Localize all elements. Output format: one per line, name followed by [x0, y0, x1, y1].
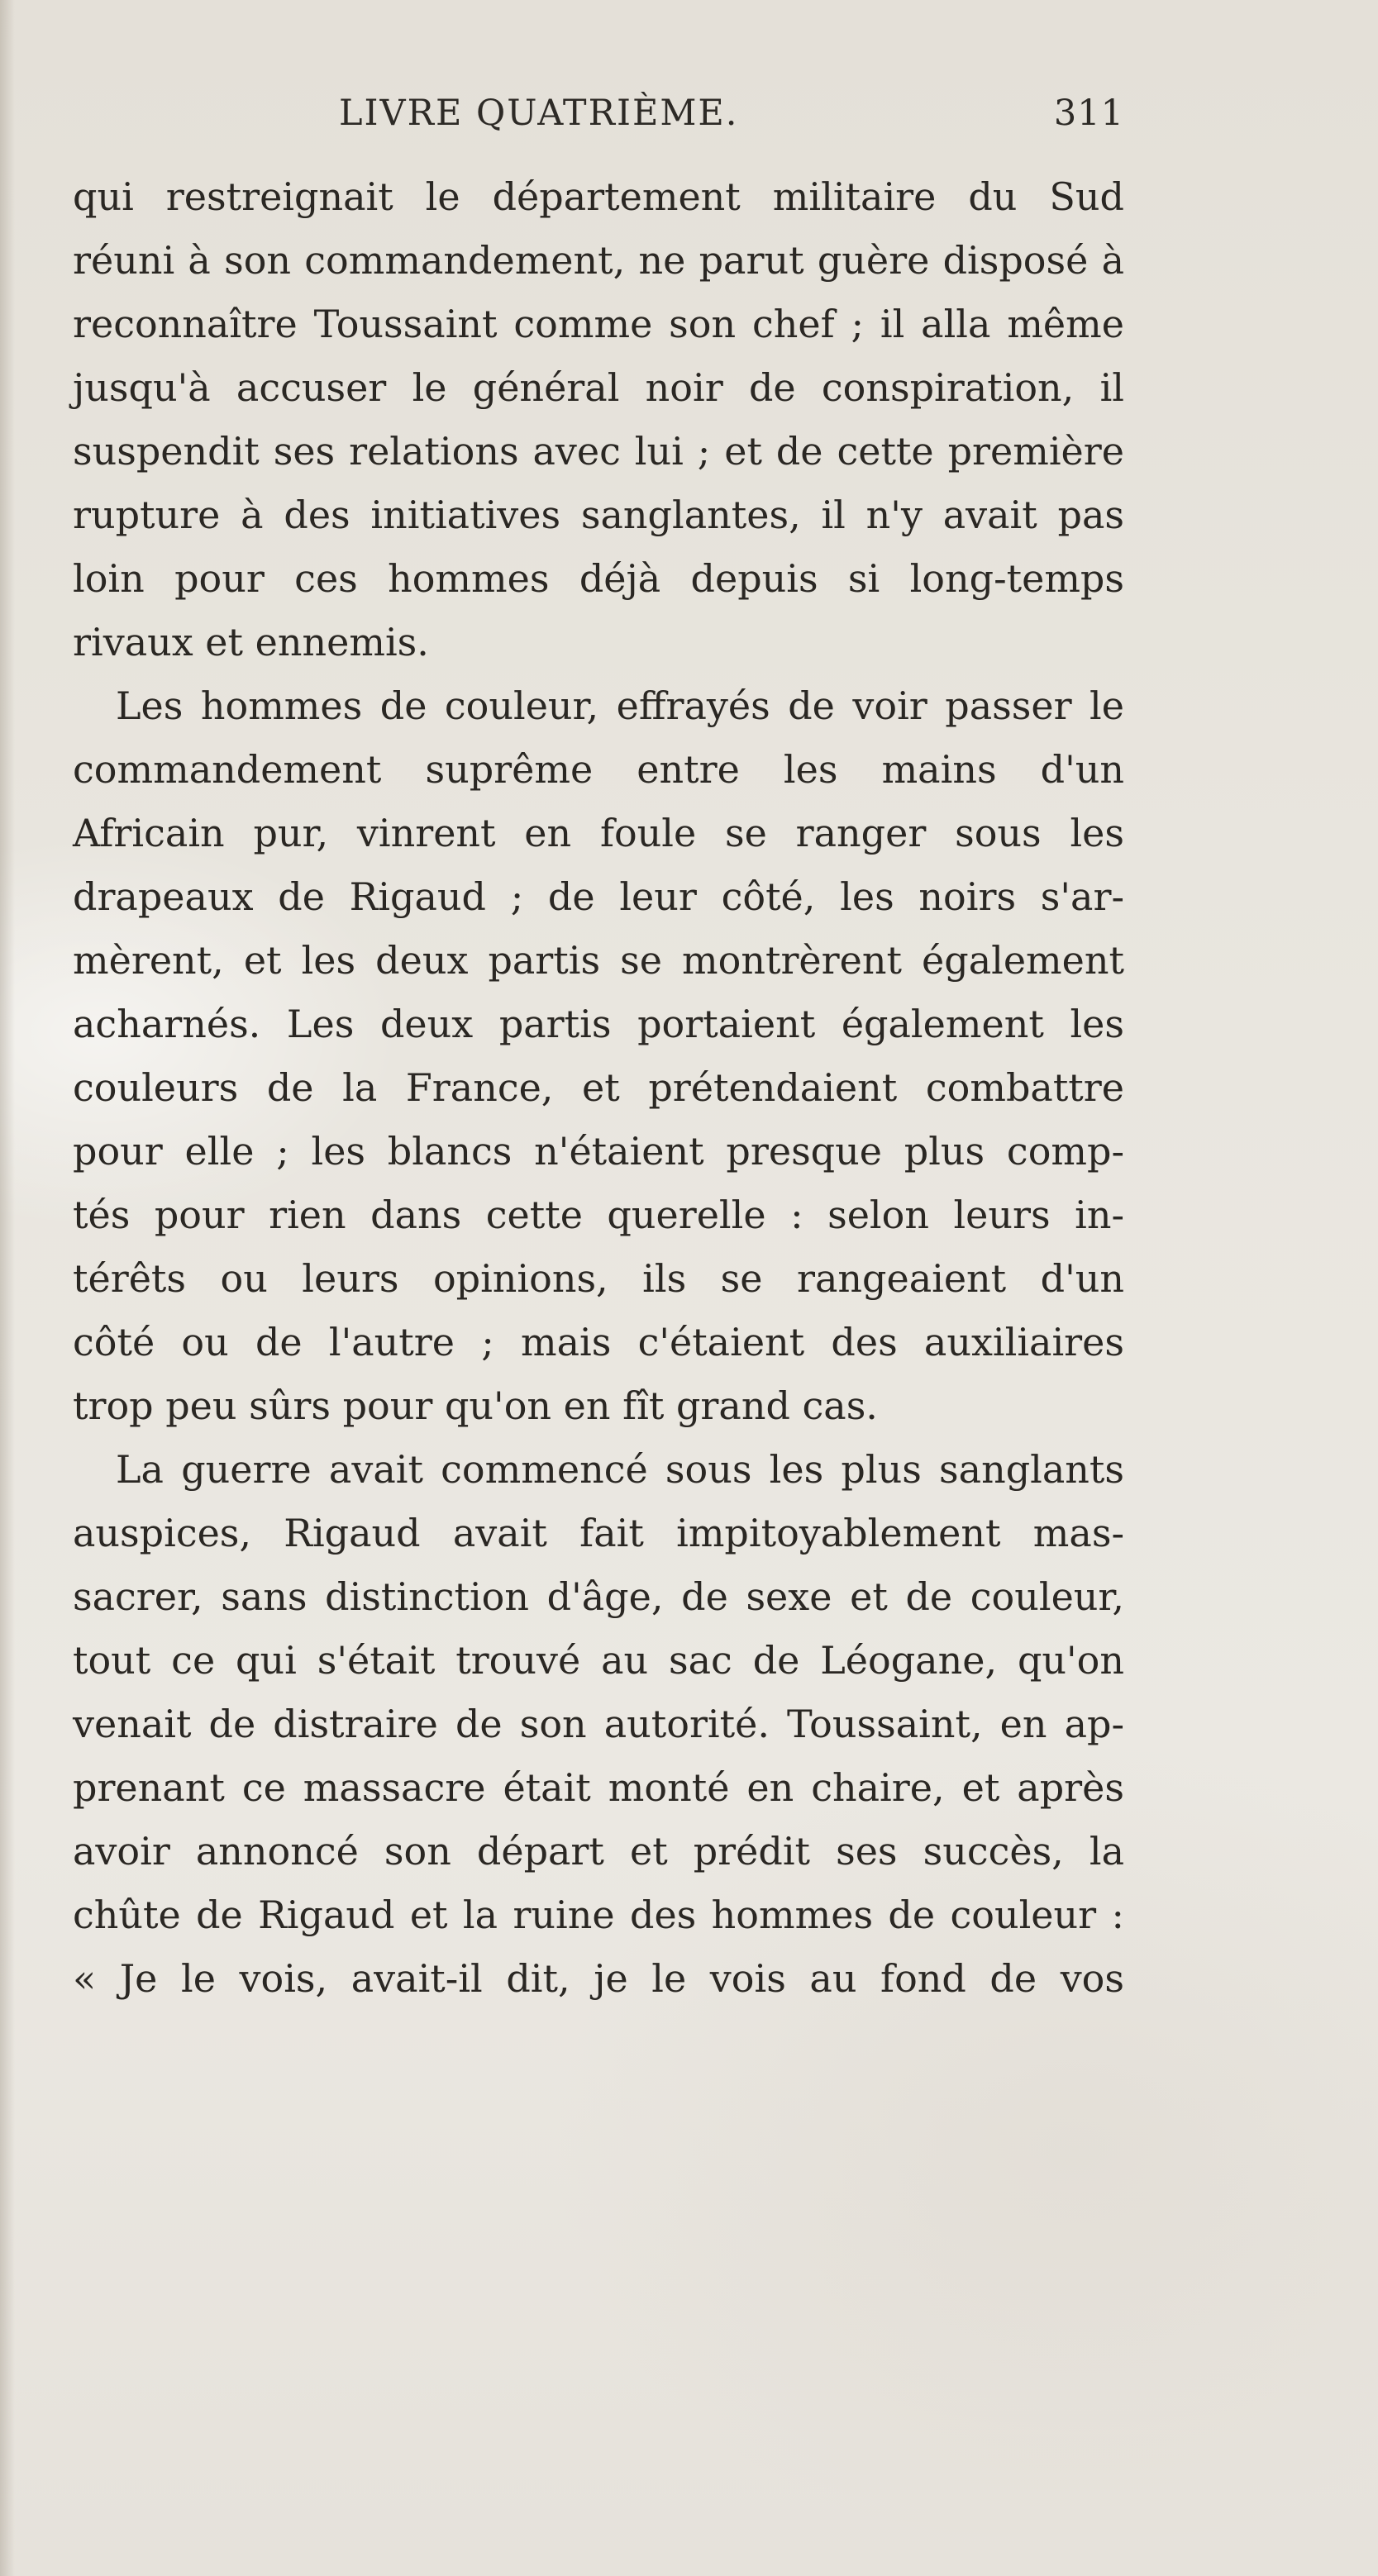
text-line: acharnés. Les deux partis portaient également les: [73, 1002, 1124, 1046]
text-line: drapeaux de Rigaud ; de leur côté, les noirs s'ar-: [73, 874, 1124, 919]
text-line: réuni à son commandement, ne parut guère disposé à: [73, 238, 1124, 283]
text-line: avoir annoncé son départ et prédit ses succès, la: [73, 1829, 1124, 1874]
text-line: rupture à des initiatives sanglantes, il n'y avait pas: [73, 493, 1124, 537]
text-line: qui restreignait le département militaire du Sud: [73, 174, 1124, 219]
text-line: commandement suprême entre les mains d'un: [73, 747, 1124, 792]
text-line: venait de distraire de son autorité. Toussaint, en ap-: [73, 1702, 1124, 1746]
running-header: [74, 93, 1124, 150]
text-line: pour elle ; les blancs n'étaient presque plus comp-: [73, 1129, 1124, 1174]
paragraph-3: [73, 1438, 1124, 2011]
text-line: loin pour ces hommes déjà depuis si long-temps: [73, 556, 1124, 601]
text-line: chûte de Rigaud et la ruine des hommes de couleur :: [73, 1893, 1124, 1937]
text-line: Les hommes de couleur, effrayés de voir passer le: [116, 683, 1124, 728]
page-fold-shadow: [0, 0, 15, 2576]
text-line: suspendit ses relations avec lui ; et de cette première: [73, 429, 1124, 474]
text-line: tout ce qui s'était trouvé au sac de Léogane, qu'on: [73, 1638, 1124, 1683]
text-line: couleurs de la France, et prétendaient combattre: [73, 1065, 1124, 1110]
text-line: auspices, Rigaud avait fait impitoyablement mas-: [73, 1511, 1124, 1555]
text-line: La guerre avait commencé sous les plus sanglants: [116, 1447, 1124, 1492]
text-line: trop peu sûrs pour qu'on en fît grand cas.: [73, 1383, 878, 1428]
text-line: rivaux et ennemis.: [73, 620, 429, 664]
text-line: mèrent, et les deux partis se montrèrent également: [73, 938, 1124, 983]
paragraph-1: [73, 165, 1124, 674]
text-line: Africain pur, vinrent en foule se ranger sous les: [73, 811, 1124, 855]
body-text: [73, 165, 1124, 2011]
text-line: « Je le vois, avait-il dit, je le vois au fond de vos: [73, 1956, 1124, 2001]
running-title: LIVRE QUATRIÈME.: [339, 93, 739, 134]
text-line: tés pour rien dans cette querelle : selon leurs in-: [73, 1193, 1124, 1237]
text-line: côté ou de l'autre ; mais c'étaient des auxiliaires: [73, 1320, 1124, 1364]
text-line: jusqu'à accuser le général noir de conspiration, il: [73, 365, 1124, 410]
text-line: prenant ce massacre était monté en chaire, et après: [73, 1765, 1124, 1810]
paragraph-2: [73, 674, 1124, 1438]
page-number: 311: [1053, 93, 1124, 134]
text-line: sacrer, sans distinction d'âge, de sexe et de couleur,: [73, 1574, 1124, 1619]
text-line: reconnaître Toussaint comme son chef ; il alla même: [73, 302, 1124, 346]
text-line: térêts ou leurs opinions, ils se rangeaient d'un: [73, 1256, 1124, 1301]
